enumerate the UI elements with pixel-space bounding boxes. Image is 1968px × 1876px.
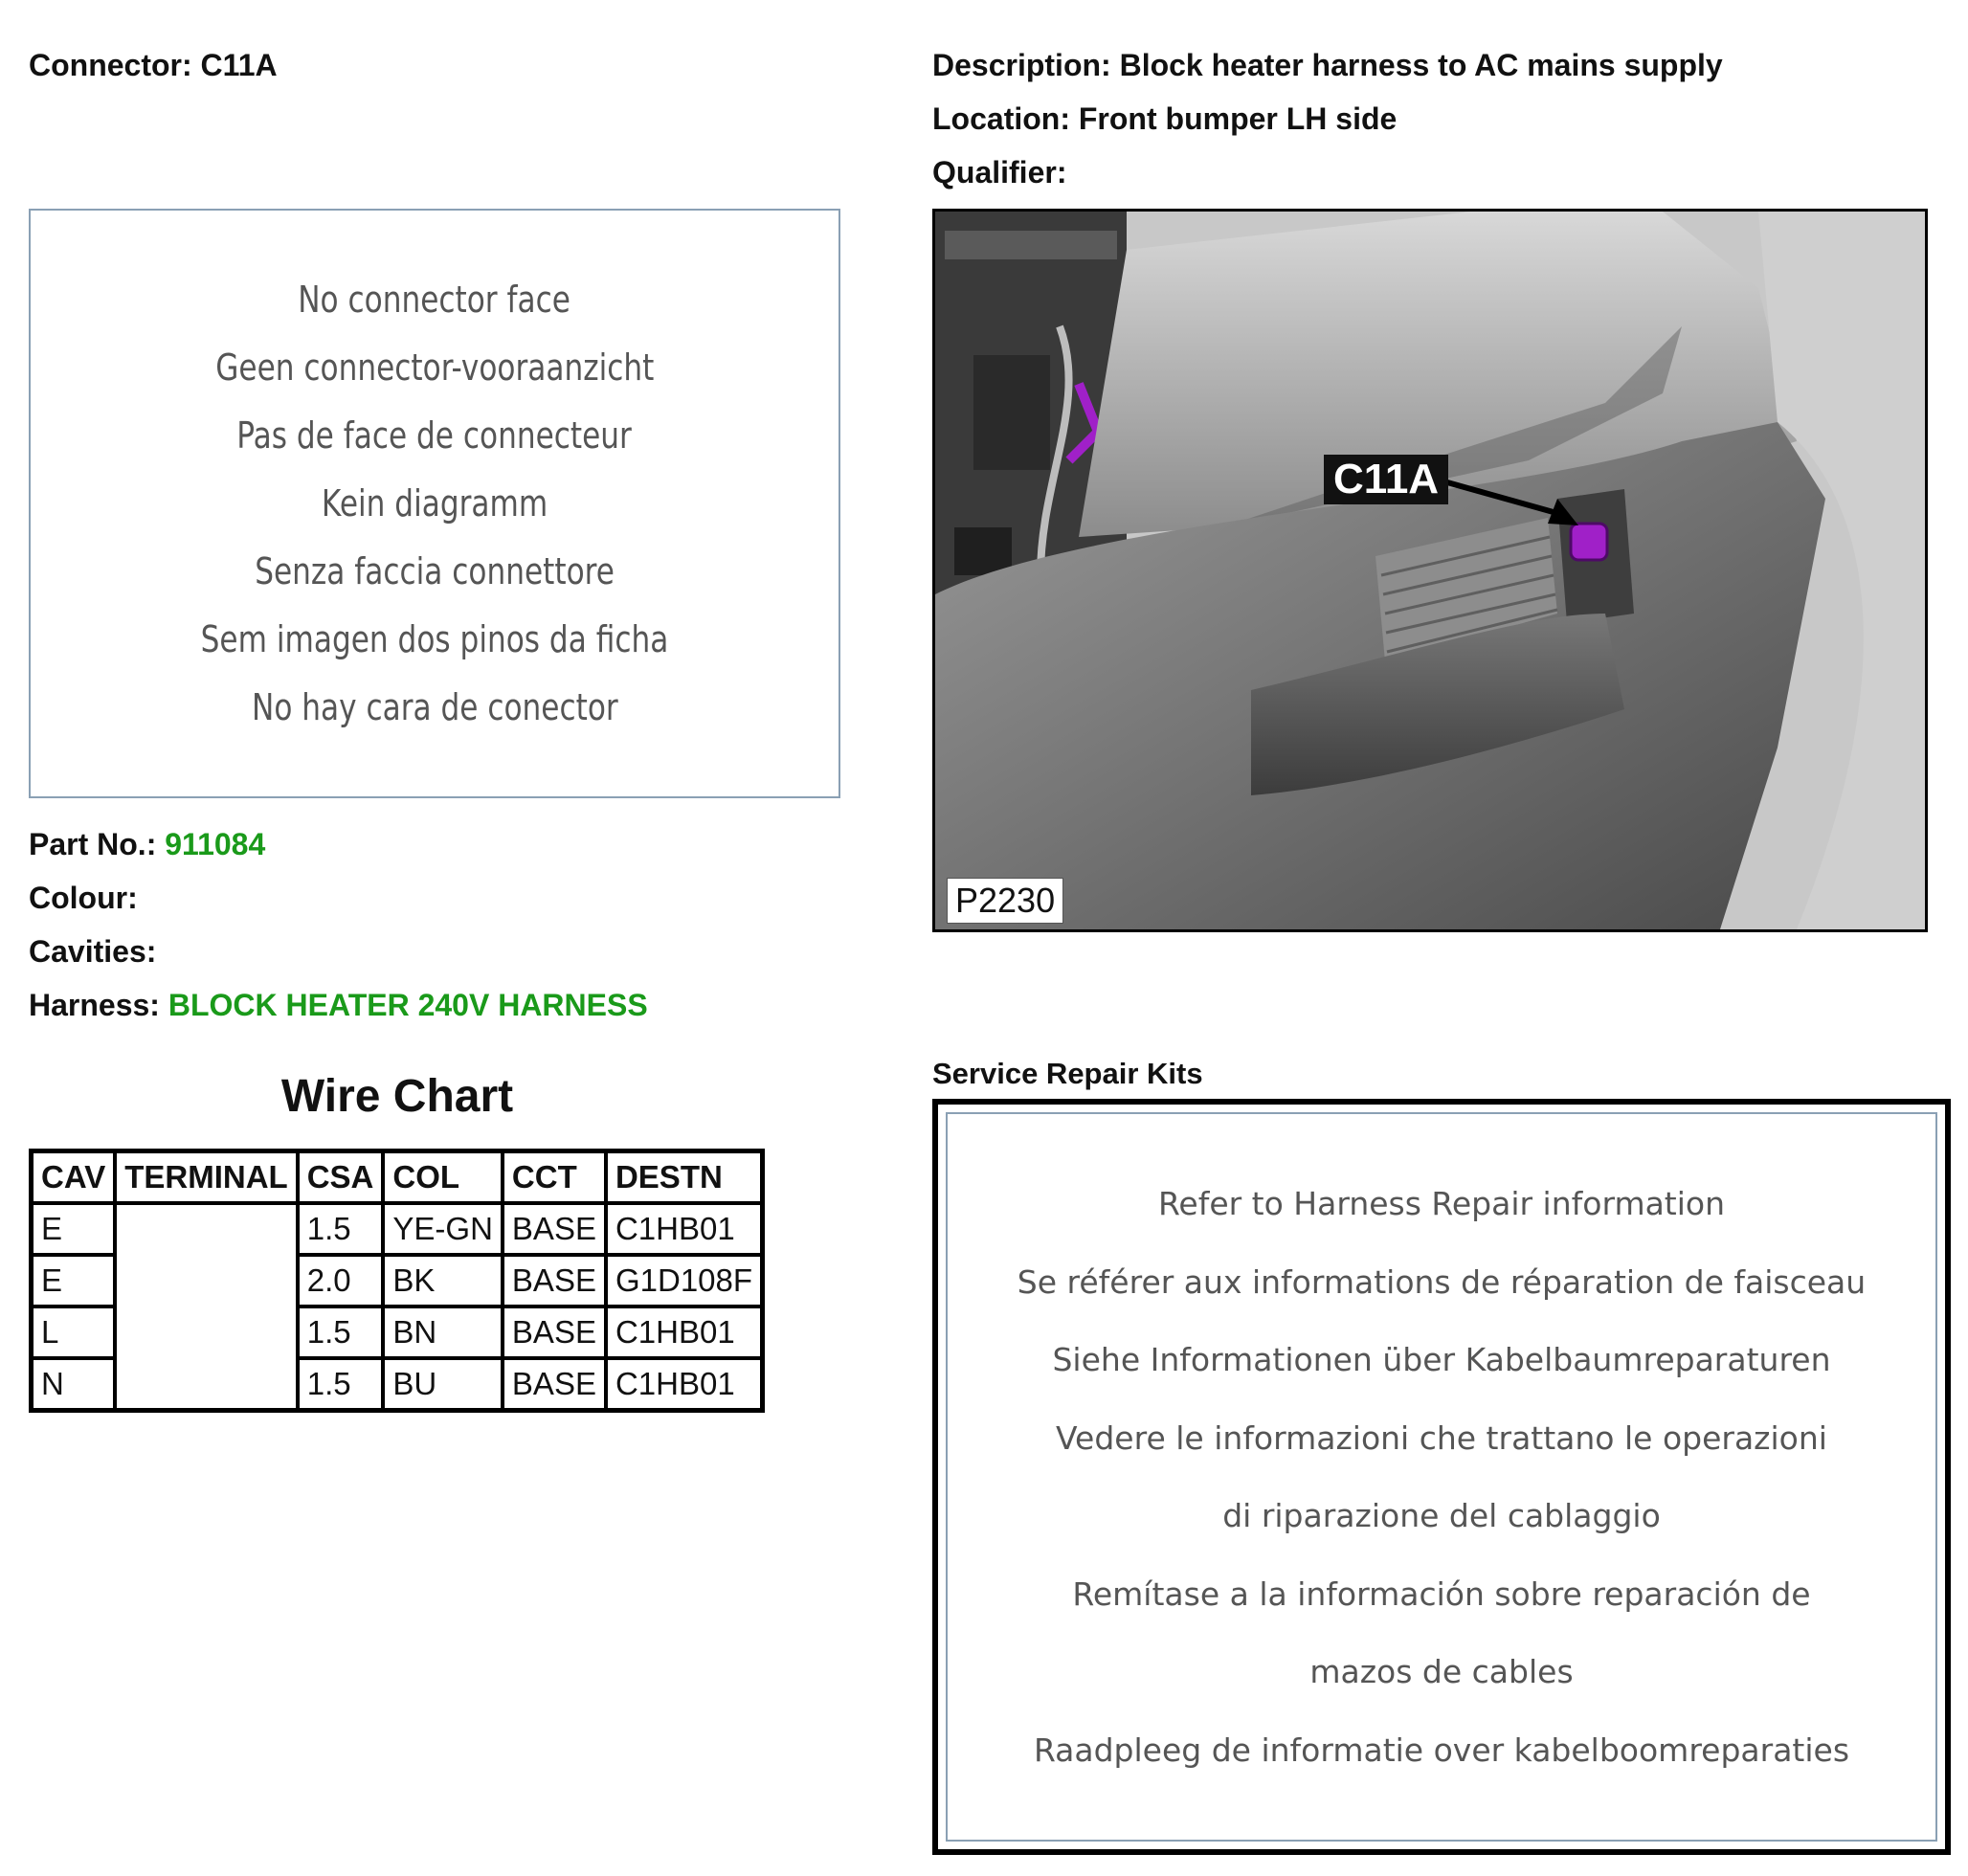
cell-col: BK	[383, 1255, 503, 1306]
harness-label: Harness:	[29, 988, 160, 1022]
connector-label: Connector:	[29, 48, 192, 82]
cell-cav: N	[32, 1358, 116, 1411]
description-value: Block heater harness to AC mains supply	[1119, 48, 1723, 82]
cell-cav: E	[32, 1203, 116, 1255]
cell-csa: 1.5	[298, 1358, 384, 1411]
kit-line: Vedere le informazioni che trattano le operazioni	[1056, 1418, 1827, 1457]
cell-csa: 1.5	[298, 1203, 384, 1255]
no-face-line: Geen connector-vooraanzicht	[214, 346, 655, 389]
table-row	[32, 1255, 763, 1306]
cell-col: BU	[383, 1358, 503, 1411]
cell-csa: 2.0	[298, 1255, 384, 1306]
part-no-line	[29, 827, 265, 862]
header-col: COL	[383, 1151, 503, 1204]
kit-line: Raadpleeg de informatie over kabelboomreparaties	[1033, 1731, 1850, 1769]
no-face-line: Senza faccia connettore	[255, 549, 615, 592]
header-cct: CCT	[503, 1151, 606, 1204]
description-line	[932, 48, 1723, 83]
harness-value: BLOCK HEATER 240V HARNESS	[168, 988, 648, 1022]
table-row	[32, 1203, 763, 1255]
service-kits-inner	[946, 1112, 1937, 1842]
service-kits-box	[932, 1099, 1951, 1855]
cell-cct: BASE	[503, 1203, 606, 1255]
cell-csa: 1.5	[298, 1306, 384, 1358]
cell-cav: E	[32, 1255, 116, 1306]
header-csa: CSA	[298, 1151, 384, 1204]
service-kits-title: Service Repair Kits	[932, 1057, 1203, 1090]
part-no-value: 911084	[165, 827, 266, 861]
cell-destn: C1HB01	[606, 1358, 763, 1411]
header-terminal: TERMINAL	[115, 1151, 297, 1204]
cell-col: YE-GN	[383, 1203, 503, 1255]
location-value: Front bumper LH side	[1078, 101, 1398, 136]
no-face-line: No hay cara de conector	[251, 685, 618, 728]
connector-line	[29, 48, 278, 83]
header-destn: DESTN	[606, 1151, 763, 1204]
cavities-line	[29, 934, 156, 970]
harness-line	[29, 988, 648, 1023]
kit-line: Siehe Informationen über Kabelbaumreparaturen	[1052, 1341, 1831, 1378]
connector-callout: C11A	[1324, 455, 1448, 504]
table-row	[32, 1358, 763, 1411]
figure-number: P2230	[947, 878, 1063, 924]
kit-line: Refer to Harness Repair information	[1157, 1185, 1726, 1222]
cavities-label: Cavities:	[29, 934, 157, 969]
colour-label: Colour:	[29, 881, 138, 915]
kit-line: di riparazione del cablaggio	[1222, 1497, 1661, 1534]
description-label: Description:	[932, 48, 1111, 82]
kit-line: mazos de cables	[1309, 1653, 1574, 1690]
no-connector-face-box	[29, 209, 840, 798]
cell-terminal	[115, 1255, 297, 1306]
qualifier-line	[932, 155, 1066, 190]
no-face-line: Kein diagramm	[321, 481, 548, 525]
location-line	[932, 101, 1397, 137]
no-face-line: Pas de face de connecteur	[236, 413, 633, 457]
wire-chart-title: Wire Chart	[280, 1071, 514, 1122]
cell-terminal	[115, 1306, 297, 1358]
cell-col: BN	[383, 1306, 503, 1358]
colour-line	[29, 881, 138, 916]
cell-terminal	[115, 1358, 297, 1411]
header-cav: CAV	[32, 1151, 116, 1204]
cell-destn: C1HB01	[606, 1203, 763, 1255]
cell-cct: BASE	[503, 1358, 606, 1411]
cell-cct: BASE	[503, 1255, 606, 1306]
no-face-line: No connector face	[298, 278, 571, 321]
table-row	[32, 1306, 763, 1358]
cell-destn: C1HB01	[606, 1306, 763, 1358]
connector-value: C11A	[200, 48, 278, 82]
no-face-line: Sem imagen dos pinos da ficha	[200, 617, 669, 660]
cell-destn: G1D108F	[606, 1255, 763, 1306]
location-label: Location:	[932, 101, 1070, 136]
location-illustration	[932, 209, 1928, 932]
wire-chart-table	[29, 1149, 765, 1413]
bumper-drawing	[935, 212, 1925, 929]
cell-terminal	[115, 1203, 297, 1255]
part-no-label: Part No.:	[29, 827, 157, 861]
cell-cct: BASE	[503, 1306, 606, 1358]
cell-cav: L	[32, 1306, 116, 1358]
kit-line: Se référer aux informations de réparation de faisceau	[1017, 1262, 1867, 1301]
wire-chart-header-row	[32, 1151, 763, 1204]
kit-line: Remítase a la información sobre reparación de	[1072, 1574, 1811, 1613]
qualifier-label: Qualifier:	[932, 155, 1067, 190]
